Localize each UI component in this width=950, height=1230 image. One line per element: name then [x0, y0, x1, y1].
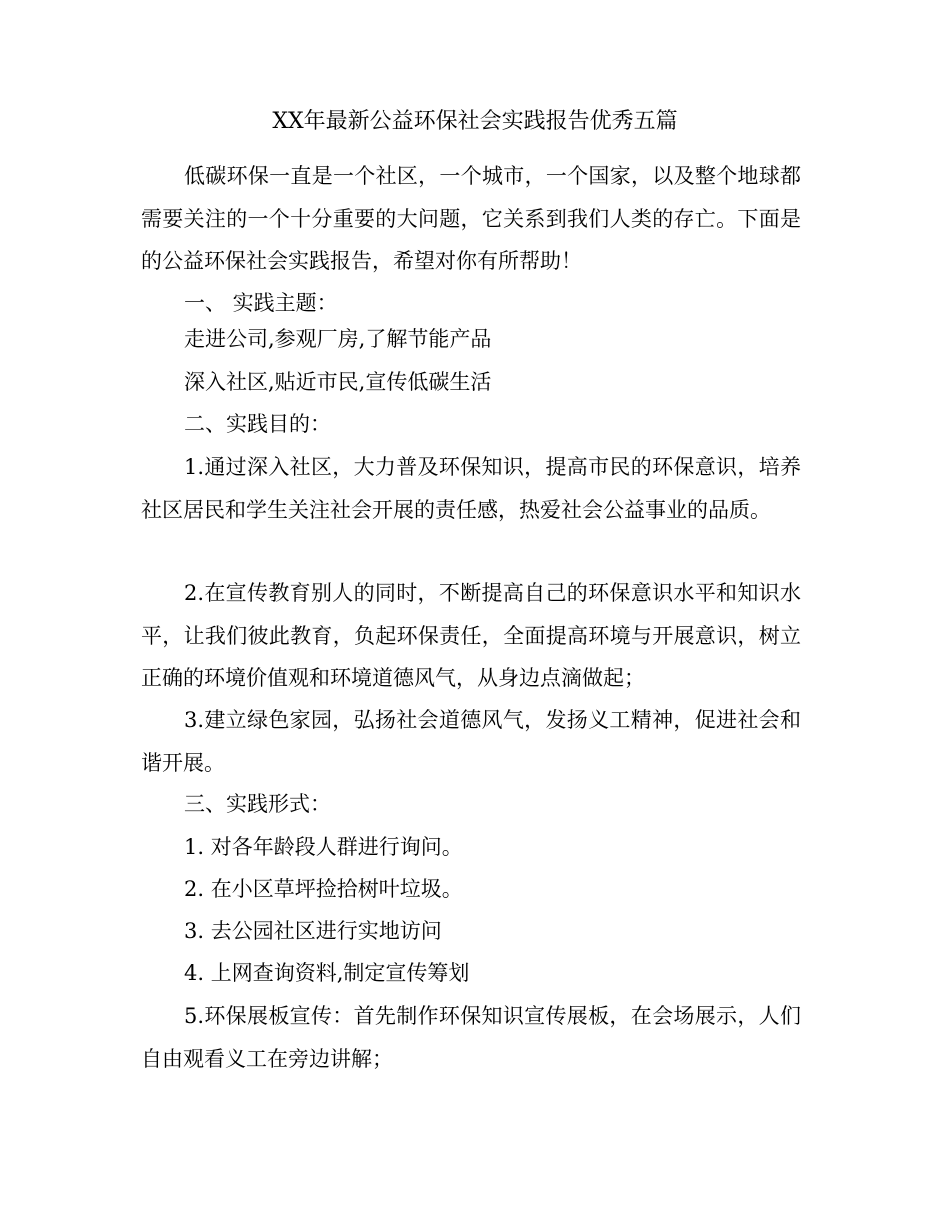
section-heading-purpose: 二、实践目的： [184, 412, 331, 436]
form-item: 3. 去公园社区进行实地访问 [184, 919, 442, 943]
section-heading-theme: 一、 实践主题： [184, 291, 338, 315]
purpose-paragraph: 2.在宣传教育别人的同时，不断提高自己的环保意识水平和知识水平，让我们彼此教育，负起环保责任，全面提高环境与开展意识，树立正确的环境价值观和环境道德风气，从身边点滴做起； [141, 581, 801, 690]
section-heading-form: 三、实践形式： [184, 792, 331, 816]
purpose-paragraph: 1.通过深入社区，大力普及环保知识，提高市民的环保意识，培养社区居民和学生关注社会开展的责任感，热爱社会公益事业的品质。 [141, 455, 801, 522]
intro-paragraph: 低碳环保一直是一个社区，一个城市，一个国家，以及整个地球都需要关注的一个十分重要的大问题，它关系到我们人类的存亡。下面是的公益环保社会实践报告，希望对你有所帮助！ [141, 164, 801, 273]
form-item: 4. 上网查询资料,制定宣传筹划 [184, 961, 470, 985]
document-title: XX年最新公益环保社会实践报告优秀五篇 [272, 109, 678, 134]
form-item-paragraph: 5.环保展板宣传：首先制作环保知识宣传展板，在会场展示，人们自由观看义工在旁边讲解； [141, 1004, 801, 1071]
form-item: 1. 对各年龄段人群进行询问。 [184, 835, 463, 859]
purpose-paragraph: 3.建立绿色家园，弘扬社会道德风气，发扬义工精神，促进社会和谐开展。 [141, 708, 801, 775]
theme-line: 走进公司,参观厂房,了解节能产品 [184, 327, 492, 351]
form-item: 2. 在小区草坪捡拾树叶垃圾。 [184, 877, 463, 901]
theme-line: 深入社区,贴近市民,宣传低碳生活 [184, 370, 492, 394]
